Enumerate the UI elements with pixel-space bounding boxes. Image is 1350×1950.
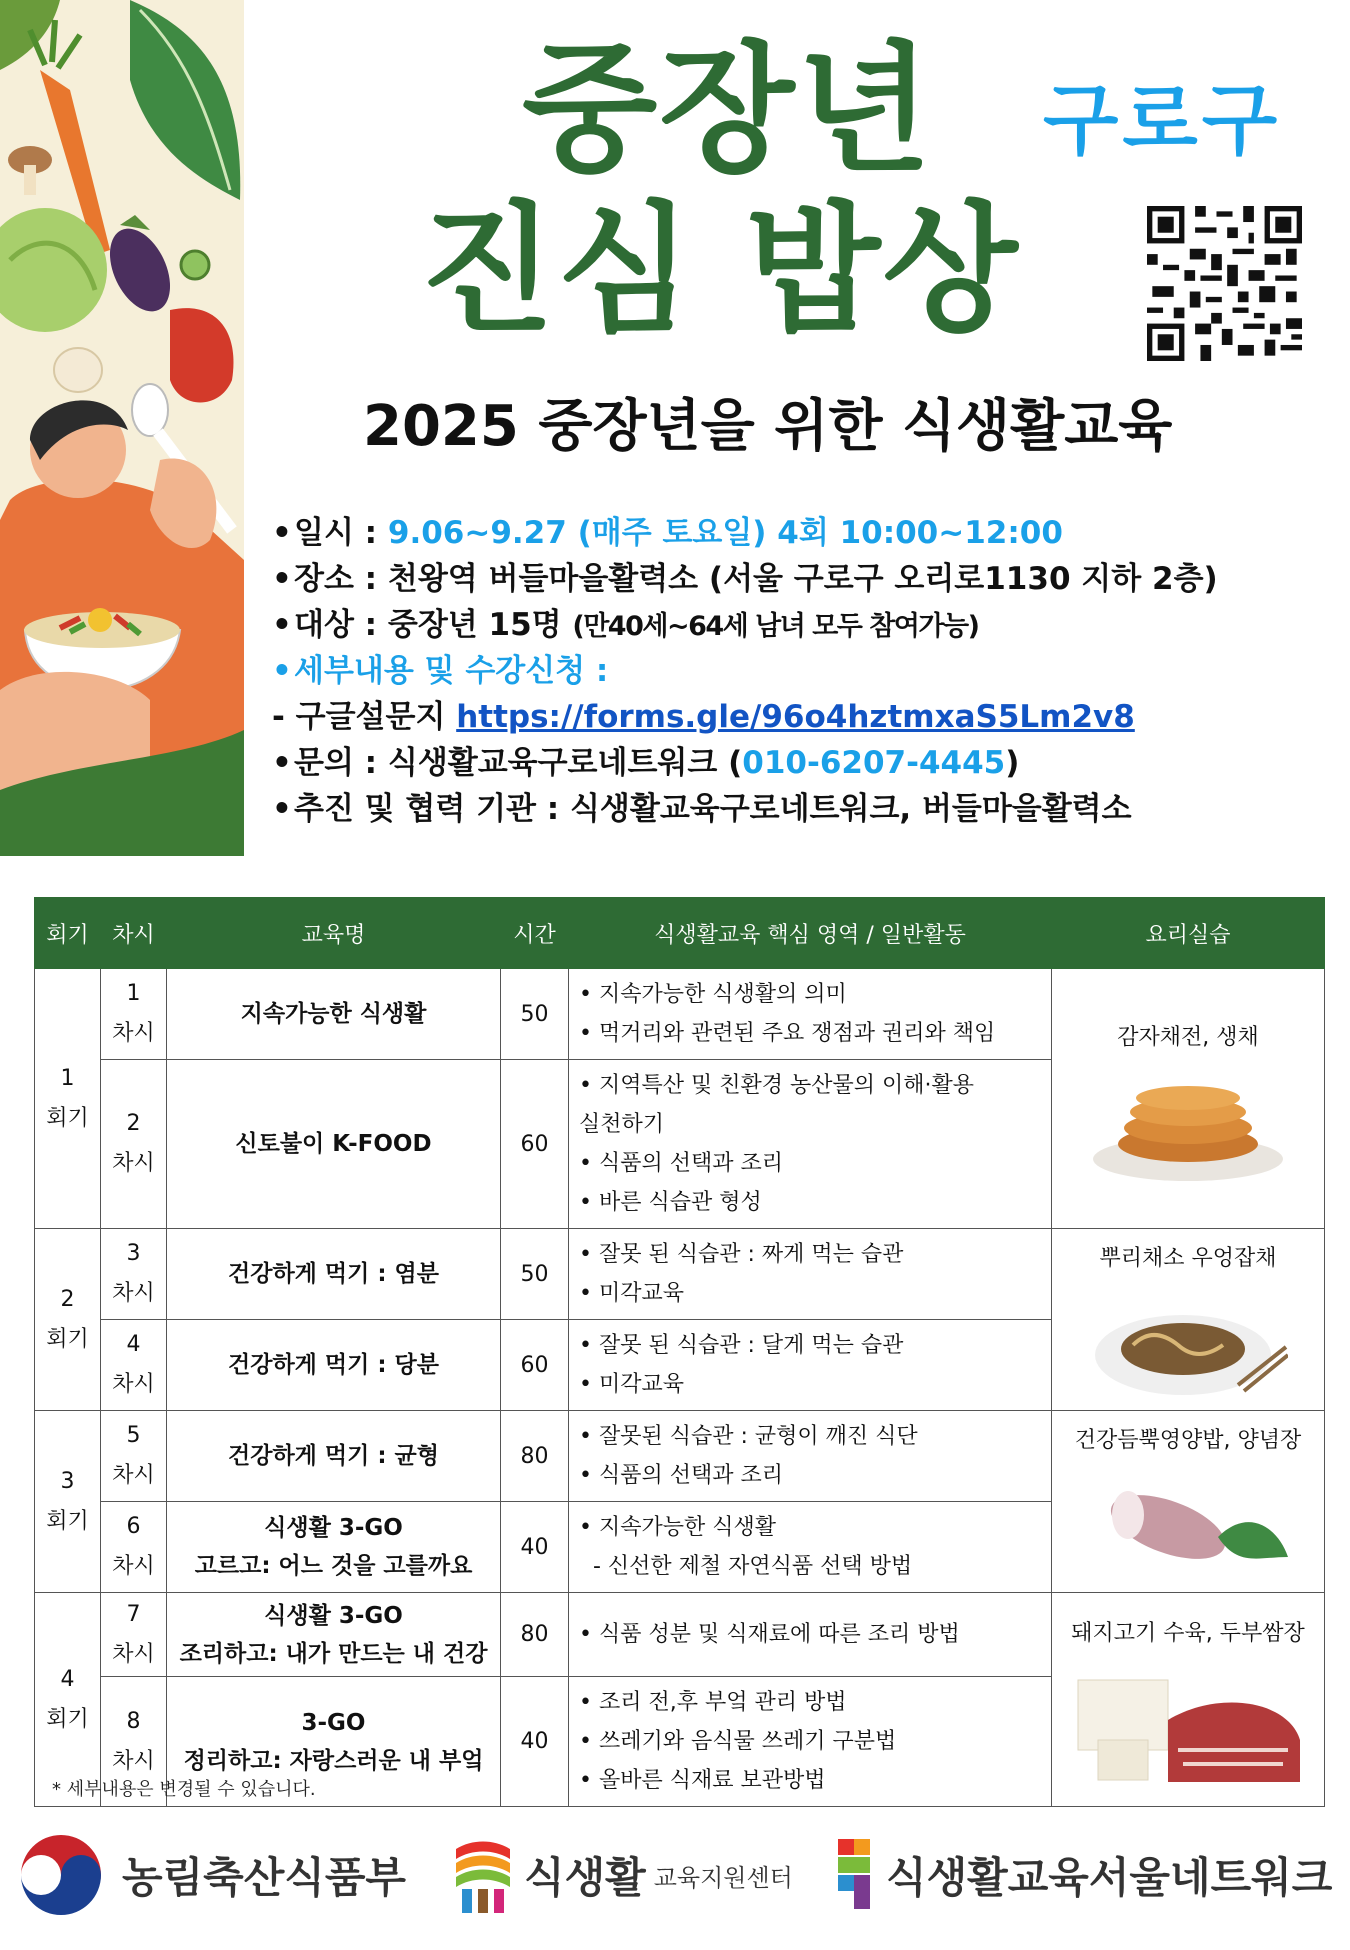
cha-cell [101,1411,167,1502]
session-cell [35,1229,101,1411]
contact-label: 문의 : 식생활교육구로네트워크 ( [294,745,743,781]
cook-cell [1052,1411,1325,1593]
table-header-row [35,898,1325,969]
core-cell [569,1229,1052,1320]
time-cell: 60 [501,1320,569,1411]
topic-text: 조리하고: 내가 만드는 내 건강 [179,1640,488,1667]
time-cell: 40 [501,1677,569,1807]
info-target: •대상 : 중장년 15명 (만40세~64세 남녀 모두 참여가능) [272,607,979,643]
cook-label: 건강듬뿍영양밥, 양념장 [1074,1428,1302,1453]
cha-number: 1 [126,981,141,1006]
taegeuk-icon [18,1832,104,1918]
cha-number: 6 [126,1514,141,1539]
target-value: (만40세~64세 남녀 모두 참여가능) [572,611,979,642]
cha-number: 차시 [112,1151,155,1176]
time-cell: 80 [501,1411,569,1502]
subtitle: 2025 중장년을 위한 식생활교육 [363,394,1173,459]
header-core: 식생활교육 핵심 영역 / 일반활동 [569,898,1052,969]
table-row [35,1593,1325,1677]
tofu-pork-icon [1053,1660,1323,1790]
core-line: • 올바른 식재료 보관방법 [579,1768,826,1793]
topic-text: 지속가능한 식생활 [240,1001,427,1027]
cha-cell [101,1320,167,1411]
core-cell [569,1060,1052,1229]
network-mark-icon [834,1835,874,1915]
potato-pancake-icon [1053,1064,1323,1184]
cha-cell [101,1060,167,1229]
place-text: 장소 : 천왕역 버들마을활력소 (서울 구로구 오리로1130 지하 2층) [294,561,1218,597]
topic-text: 식생활 3-GO [264,1515,403,1541]
org-text: 추진 및 협력 기관 : 식생활교육구로네트워크, 버들마을활력소 [294,791,1132,827]
title-line-1: 중장년 [522,29,934,192]
contact-phone[interactable]: 010-6207-4445 [742,745,1006,781]
time-cell: 50 [501,969,569,1060]
topic-text: 3-GO [301,1709,366,1736]
core-cell [569,1411,1052,1502]
cha-number: 차시 [112,1281,155,1306]
session-cell [35,969,101,1229]
cook-cell [1052,1229,1325,1411]
header-topic: 교육명 [167,898,501,969]
topic-cell [167,1229,501,1320]
cook-cell [1052,969,1325,1229]
title-line-2: 진심 밥상 [420,189,1020,352]
cook-cell [1052,1593,1325,1807]
info-detail: •세부내용 및 수강신청 : [272,653,609,689]
core-line: • 미각교육 [579,1281,684,1306]
core-cell [569,1502,1052,1593]
header-session: 회기 [35,898,101,969]
logo2-subtext: 교육지원센터 [653,1863,793,1892]
time-cell: 50 [501,1229,569,1320]
topic-cell [167,969,501,1060]
cha-number: 3 [126,1241,141,1266]
cha-cell [101,1502,167,1593]
session-number: 3 [60,1468,75,1494]
cha-number: 5 [126,1423,141,1448]
core-line: • 지속가능한 식생활의 의미 [579,982,847,1007]
table-row [35,1229,1325,1320]
info-date: •일시 : 9.06~9.27 (매주 토요일) 4회 10:00~12:00 [272,515,1063,551]
logo3-text: 식생활교육서울네트워크 [886,1853,1333,1902]
cook-label: 돼지고기 수육, 두부쌈장 [1071,1621,1305,1646]
core-line: - 신선한 제철 자연식품 선택 방법 [579,1554,913,1579]
yam-icon [1053,1467,1323,1587]
core-line: • 쓰레기와 음식물 쓰레기 구분법 [579,1729,897,1754]
date-label: 일시 : [294,515,388,551]
topic-cell [167,1593,501,1677]
japchae-icon [1053,1285,1323,1405]
cha-number: 차시 [112,1372,155,1397]
core-line: • 잘못 된 식습관 : 짜게 먹는 습관 [579,1242,904,1267]
info-survey [272,694,1332,740]
info-place: •장소 : 천왕역 버들마을활력소 (서울 구로구 오리로1130 지하 2층) [272,561,1218,597]
core-cell [569,1593,1052,1677]
time-cell: 60 [501,1060,569,1229]
header-time: 시간 [501,898,569,969]
session-number: 회기 [46,1706,89,1732]
session-number: 2 [60,1286,75,1312]
logo-ministry [18,1830,406,1920]
cha-number: 차시 [112,1748,155,1774]
topic-cell [167,1502,501,1593]
cha-number: 2 [126,1111,141,1136]
session-number: 회기 [46,1326,89,1352]
topic-text: 건강하게 먹기 : 균형 [228,1443,439,1469]
change-note: * 세부내용은 변경될 수 있습니다. [52,1779,316,1800]
logo1-text: 농림축산식품부 [122,1853,407,1902]
core-line: • 지역특산 및 친환경 농산물의 이해·활용 [579,1073,974,1098]
contact-close: ) [1005,745,1020,781]
time-cell: 40 [501,1502,569,1593]
session-number: 1 [60,1065,75,1091]
cha-cell [101,969,167,1060]
info-contact: •문의 : 식생활교육구로네트워크 (010-6207-4445) [272,745,1020,781]
topic-text: 정리하고: 자랑스러운 내 부엌 [183,1747,484,1774]
cha-number: 4 [126,1332,141,1357]
cook-label: 감자채전, 생채 [1117,1025,1259,1050]
topic-cell [167,1060,501,1229]
core-cell [569,1677,1052,1807]
header-cook: 요리실습 [1052,898,1325,969]
core-line: • 먹거리와 관련된 주요 쟁점과 권리와 책임 [579,1021,996,1046]
cha-number: 차시 [112,1554,155,1579]
cha-number: 차시 [112,1463,155,1488]
survey-label: - 구글설문지 [272,699,457,735]
logo-seoul-network [834,1830,1332,1920]
detail-label: 세부내용 및 수강신청 : [294,653,609,689]
topic-cell [167,1320,501,1411]
session-number: 회기 [46,1105,89,1131]
table-row [35,969,1325,1060]
core-line: • 식품의 선택과 조리 [579,1463,783,1488]
schedule-table [34,897,1325,1807]
time-cell: 80 [501,1593,569,1677]
core-cell [569,969,1052,1060]
topic-text: 건강하게 먹기 : 염분 [228,1261,439,1287]
core-line: • 조리 전,후 부엌 관리 방법 [579,1690,847,1715]
topic-text: 신토불이 K-FOOD [235,1131,432,1157]
topic-text: 고르고: 어느 것을 고를까요 [194,1553,473,1579]
core-line: • 잘못된 식습관 : 균형이 깨진 식단 [579,1424,918,1449]
core-line: • 지속가능한 식생활 [579,1515,776,1540]
cook-label: 뿌리채소 우엉잡채 [1099,1246,1277,1271]
topic-text: 건강하게 먹기 : 당분 [228,1352,439,1378]
logo2-text: 식생활 [524,1853,646,1902]
session-cell [35,1411,101,1593]
survey-link[interactable]: https://forms.gle/96o4hztmxaS5Lm2v8 [456,699,1135,735]
qr-code-icon[interactable] [1147,206,1302,361]
cha-number: 차시 [112,1021,155,1046]
info-list [272,510,1332,832]
session-number: 회기 [46,1508,89,1534]
core-line: • 잘못 된 식습관 : 달게 먹는 습관 [579,1333,904,1358]
core-line: • 미각교육 [579,1372,684,1397]
topic-text: 식생활 3-GO [264,1602,403,1629]
header-cha: 차시 [101,898,167,969]
session-number: 4 [60,1666,75,1692]
target-label: 대상 : 중장년 15명 [294,607,573,643]
core-line: 실천하기 [579,1112,665,1137]
logo-center [452,1830,793,1920]
cha-number: 8 [126,1708,141,1734]
table-row [35,1411,1325,1502]
topic-cell [167,1411,501,1502]
date-value: 9.06~9.27 (매주 토요일) 4회 10:00~12:00 [387,515,1063,551]
cha-cell [101,1593,167,1677]
core-line: • 바른 식습관 형성 [579,1190,762,1215]
region-label: 구로구 [1043,76,1282,166]
core-line: • 식품 성분 및 식재료에 따른 조리 방법 [579,1622,960,1647]
cha-number: 차시 [112,1641,155,1667]
core-cell [569,1320,1052,1411]
spoon-bowl-icon [452,1835,514,1915]
cha-number: 7 [126,1601,141,1627]
core-line: • 식품의 선택과 조리 [579,1151,783,1176]
info-org: •추진 및 협력 기관 : 식생활교육구로네트워크, 버들마을활력소 [272,791,1132,827]
cha-cell [101,1229,167,1320]
